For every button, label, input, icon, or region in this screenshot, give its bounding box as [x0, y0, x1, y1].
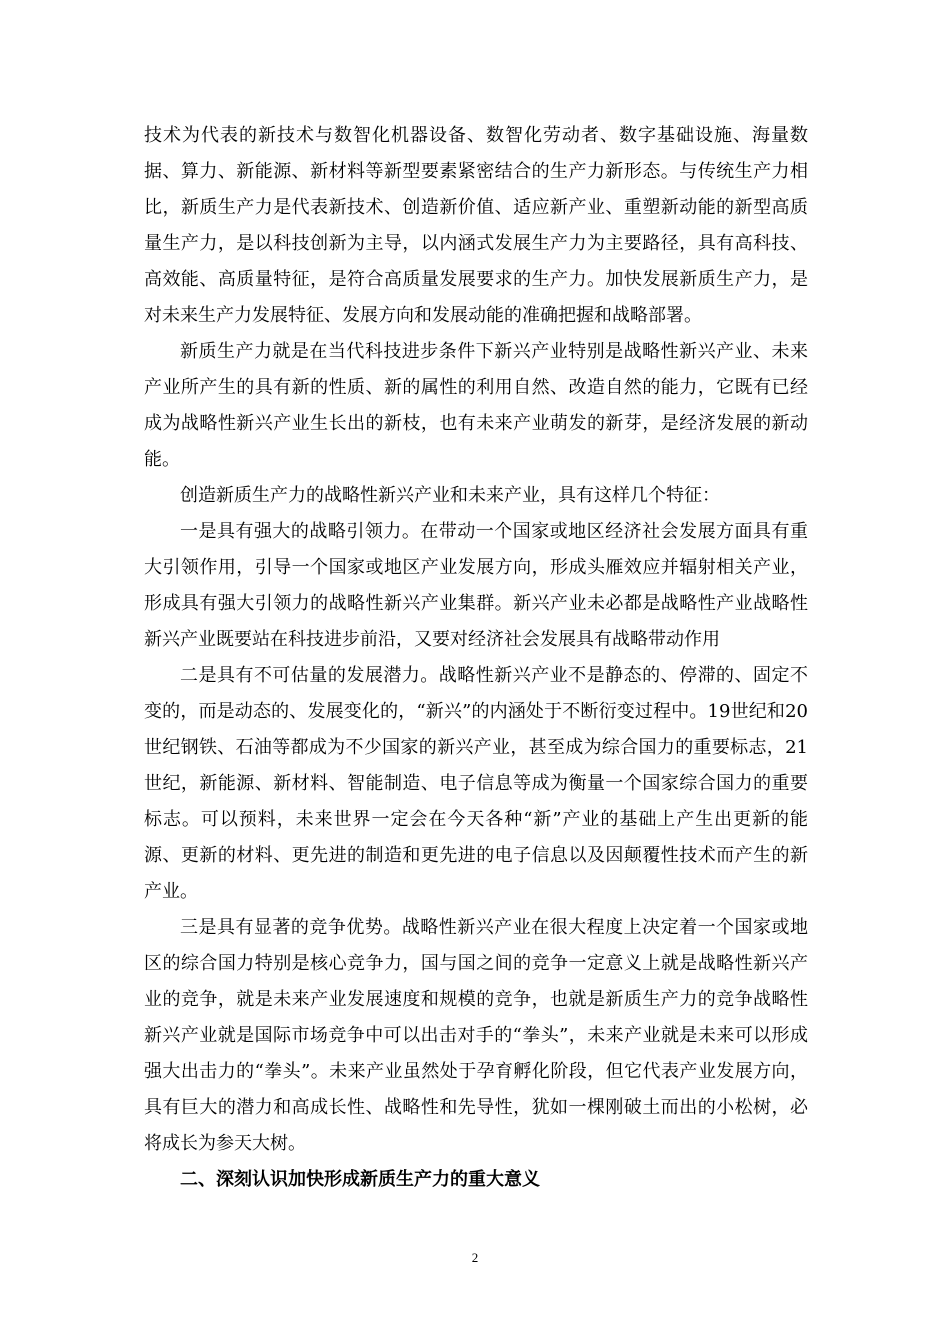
paragraph-continued: 技术为代表的新技术与数智化机器设备、数智化劳动者、数字基础设施、海量数据、算力、新能源、新材料等新型要素紧密结合的生产力新形态。与传统生产力相比，新质生产力是代表新技术、创造新价值、适应新产业、重塑新动能的新型高质量生产力，是以科技创新为主导，以内涵式发展生产力为主要路径，具有高科技、高效能、高质量特征，是符合高质量发展要求的生产力。加快发展新质生产力，是对未来生产力发展特征、发展方向和发展动能的准确把握和战略部署。 [144, 125, 808, 326]
paragraph: 一是具有强大的战略引领力。在带动一个国家或地区经济社会发展方面具有重大引领作用，引导一个国家或地区产业发展方向，形成头雁效应并辐射相关产业，形成具有强大引领力的战略性新兴产业集群。新兴产业未必都是战略性产业战略性新兴产业既要站在科技进步前沿，又要对经济社会发展具有战略带动作用 [144, 521, 808, 650]
section-heading: 二、深刻认识加快形成新质生产力的重大意义 [180, 1169, 540, 1190]
paragraph: 新质生产力就是在当代科技进步条件下新兴产业特别是战略性新兴产业、未来产业所产生的具有新的性质、新的属性的利用自然、改造自然的能力，它既有已经成为战略性新兴产业生长出的新枝，也有未来产业萌发的新芽，是经济发展的新动能。 [144, 341, 808, 470]
document-body [144, 118, 808, 1198]
paragraph: 创造新质生产力的战略性新兴产业和未来产业，具有这样几个特征： [180, 485, 720, 506]
paragraph: 三是具有显著的竞争优势。战略性新兴产业在很大程度上决定着一个国家或地区的综合国力特别是核心竞争力，国与国之间的竞争一定意义上就是战略性新兴产业的竞争，就是未来产业发展速度和规模的竞争，也就是新质生产力的竞争战略性新兴产业就是国际市场竞争中可以出击对手的“拳头”，未来产业就是未来可以形成强大出击力的“拳头”。未来产业虽然处于孕育孵化阶段，但它代表产业发展方向，具有巨大的潜力和高成长性、战略性和先导性，犹如一棵刚破土而出的小松树，必将成长为参天大树。 [144, 917, 808, 1154]
paragraph: 二是具有不可估量的发展潜力。战略性新兴产业不是静态的、停滞的、固定不变的，而是动态的、发展变化的，“新兴”的内涵处于不断衍变过程中。19世纪和20世纪钢铁、石油等都成为不少国家的新兴产业，甚至成为综合国力的重要标志，21世纪，新能源、新材料、智能制造、电子信息等成为衡量一个国家综合国力的重要标志。可以预料，未来世界一定会在今天各种“新”产业的基础上产生出更新的能源、更新的材料、更先进的制造和更先进的电子信息以及因颠覆性技术而产生的新产业。 [144, 665, 808, 902]
page-number: 2 [471, 1250, 479, 1265]
